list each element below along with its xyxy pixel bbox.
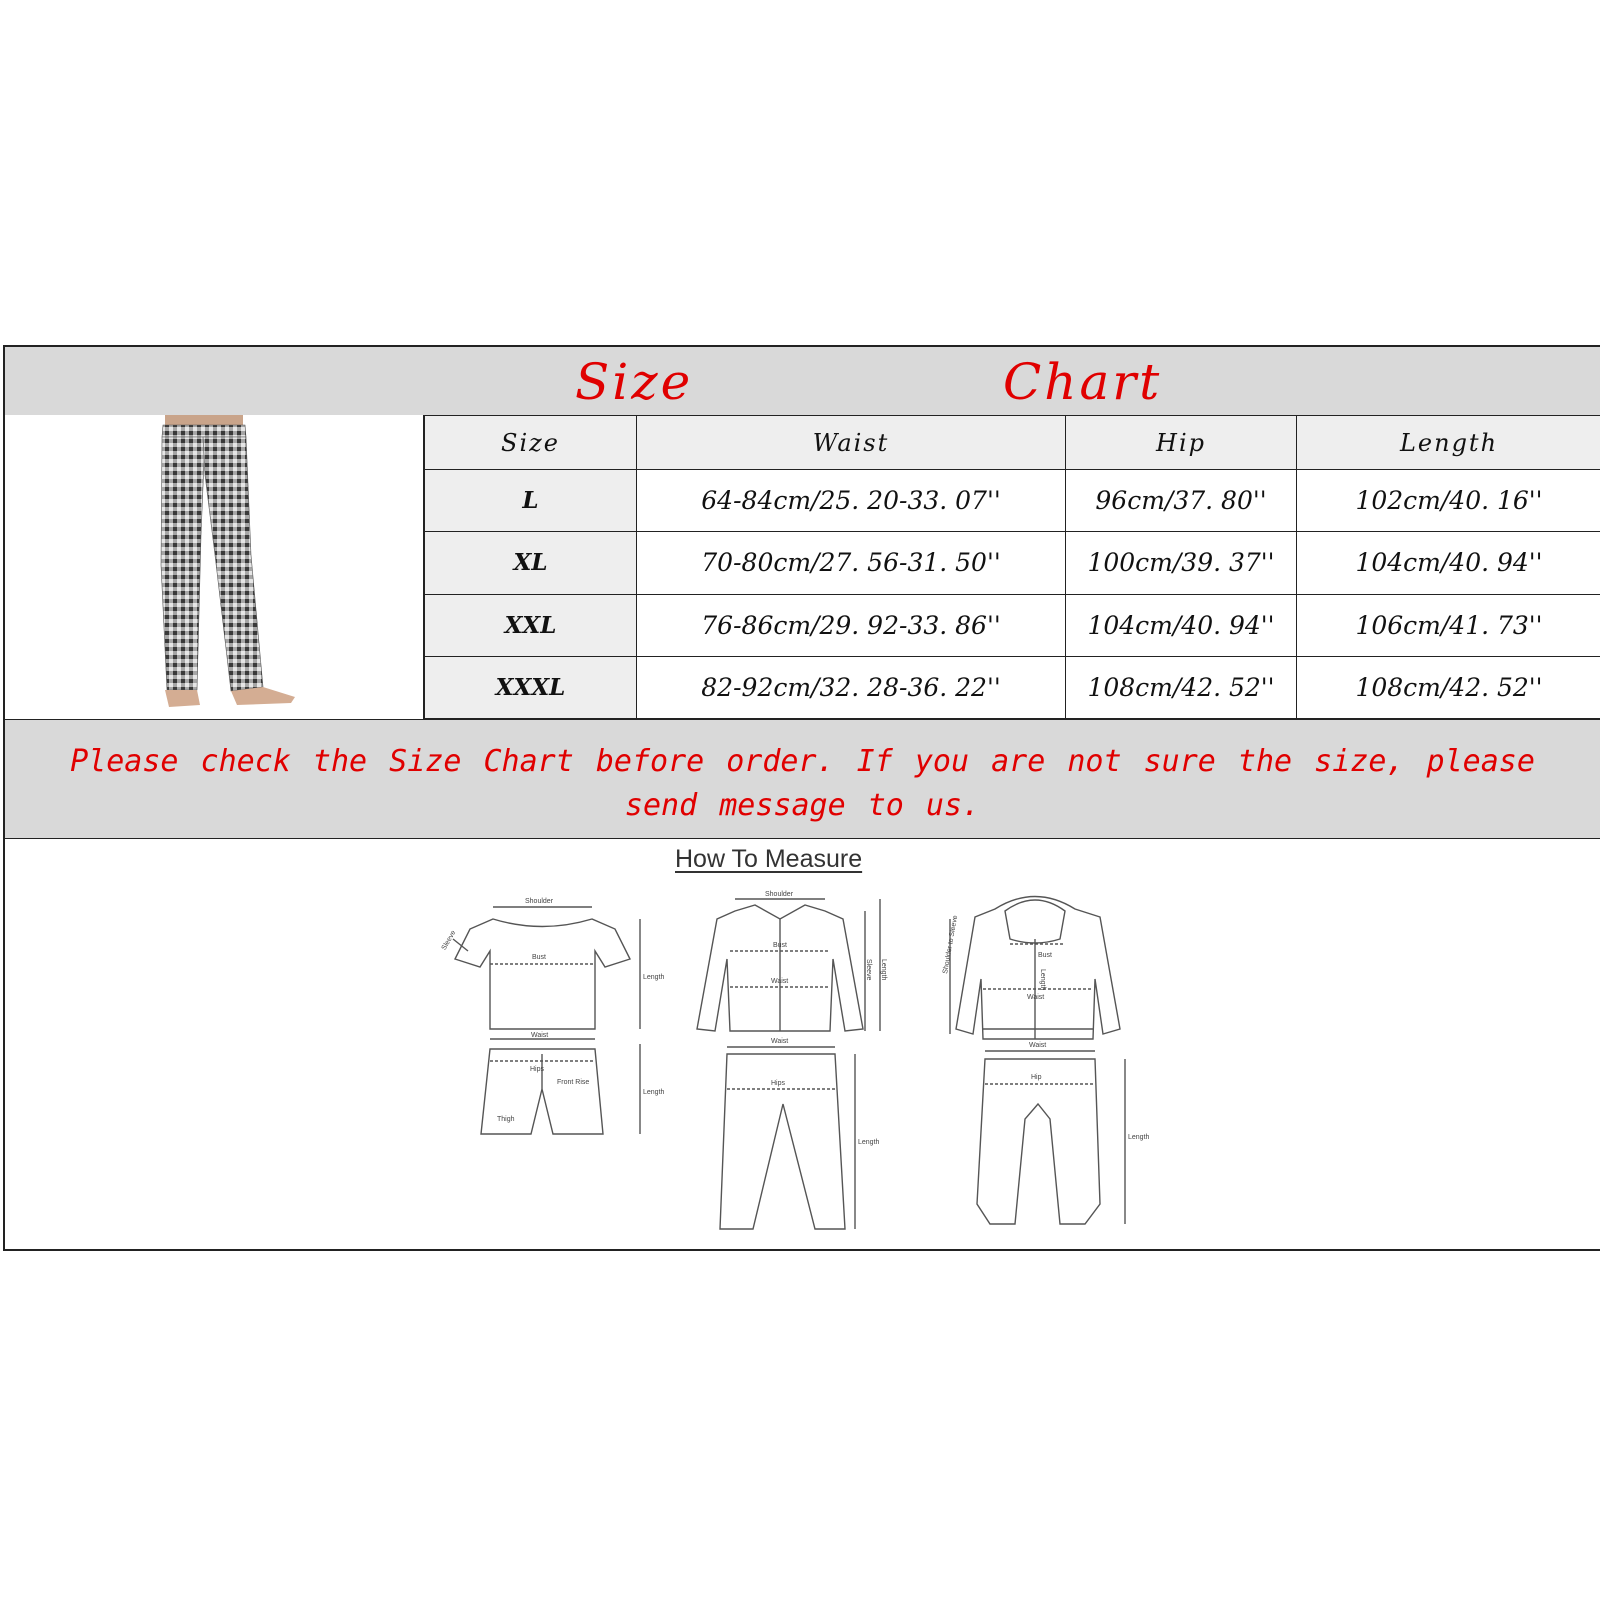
shirt-waist-label: Waist xyxy=(771,978,789,985)
shorts-hips-label: Hips xyxy=(530,1066,545,1073)
length-cell: 102cm/40. 16'' xyxy=(1297,470,1600,532)
title-band xyxy=(5,347,1600,416)
joggers-length-label: Length xyxy=(1128,1134,1150,1141)
size-cell: L xyxy=(425,470,637,532)
waist-cell: 82-92cm/32. 28-36. 22'' xyxy=(637,656,1066,718)
table-row xyxy=(425,470,1600,532)
table-header-row xyxy=(425,416,1600,470)
hip-cell: 104cm/40. 94'' xyxy=(1066,594,1297,656)
title-word-chart: Chart xyxy=(1003,353,1163,411)
size-chart xyxy=(3,345,1600,1251)
hoodie-shoulder-to-sleeve-label: Shoulder to Sleeve xyxy=(942,914,960,975)
trousers-hips-label: Hips xyxy=(771,1080,786,1087)
table-row xyxy=(425,656,1600,718)
size-cell: XXXL xyxy=(425,656,637,718)
measurement-diagram-icon xyxy=(435,889,1175,1239)
hoodie-waist-label: Waist xyxy=(1027,994,1045,1001)
hip-cell: 96cm/37. 80'' xyxy=(1066,470,1297,532)
trousers-length-label: Length xyxy=(858,1139,880,1146)
header-length: Length xyxy=(1297,416,1600,470)
header-waist: Waist xyxy=(637,416,1066,470)
shirt-bust-label: Bust xyxy=(773,942,788,949)
tshirt-bust-label: Bust xyxy=(532,954,547,961)
table-row xyxy=(425,594,1600,656)
notice-text: Please check the Size Chart before order. If you are not sure the size, please send message to us. xyxy=(70,744,1535,823)
waist-cell: 70-80cm/27. 56-31. 50'' xyxy=(637,532,1066,594)
how-to-measure-section xyxy=(5,839,1600,1251)
hip-cell: 100cm/39. 37'' xyxy=(1066,532,1297,594)
shorts-thigh-label: Thigh xyxy=(497,1116,515,1123)
tshirt-sleeve-label: Sleeve xyxy=(440,929,458,952)
product-image-cell xyxy=(5,415,424,719)
shorts-length-label: Length xyxy=(643,1089,665,1096)
header-size: Size xyxy=(425,416,637,470)
length-cell: 108cm/42. 52'' xyxy=(1297,656,1600,718)
hoodie-length-label: Length xyxy=(1039,969,1046,991)
length-cell: 106cm/41. 73'' xyxy=(1297,594,1600,656)
how-to-measure-title: How To Measure xyxy=(675,845,863,873)
shirt-length-label: Length xyxy=(880,959,887,981)
size-cell: XXL xyxy=(425,594,637,656)
shorts-front-rise-label: Front Rise xyxy=(557,1079,590,1086)
notice-band xyxy=(5,719,1600,839)
joggers-waist-label: Waist xyxy=(1029,1042,1047,1049)
hoodie-bust-label: Bust xyxy=(1038,952,1053,959)
hip-cell: 108cm/42. 52'' xyxy=(1066,656,1297,718)
title-word-size: Size xyxy=(575,353,694,411)
length-cell: 104cm/40. 94'' xyxy=(1297,532,1600,594)
tshirt-shoulder-label: Shoulder xyxy=(525,898,554,905)
table-row xyxy=(425,532,1600,594)
header-hip: Hip xyxy=(1066,416,1297,470)
tshirt-length-label: Length xyxy=(643,974,665,981)
shirt-shoulder-label: Shoulder xyxy=(765,891,794,898)
size-table xyxy=(424,415,1600,719)
trousers-waist-label: Waist xyxy=(771,1038,789,1045)
joggers-hip-label: Hip xyxy=(1031,1074,1042,1081)
size-cell: XL xyxy=(425,532,637,594)
waist-cell: 76-86cm/29. 92-33. 86'' xyxy=(637,594,1066,656)
waist-cell: 64-84cm/25. 20-33. 07'' xyxy=(637,470,1066,532)
shorts-waist-label: Waist xyxy=(531,1032,549,1039)
checkered-pants-icon xyxy=(5,415,423,719)
shirt-sleeve-label: Sleeve xyxy=(865,959,872,981)
